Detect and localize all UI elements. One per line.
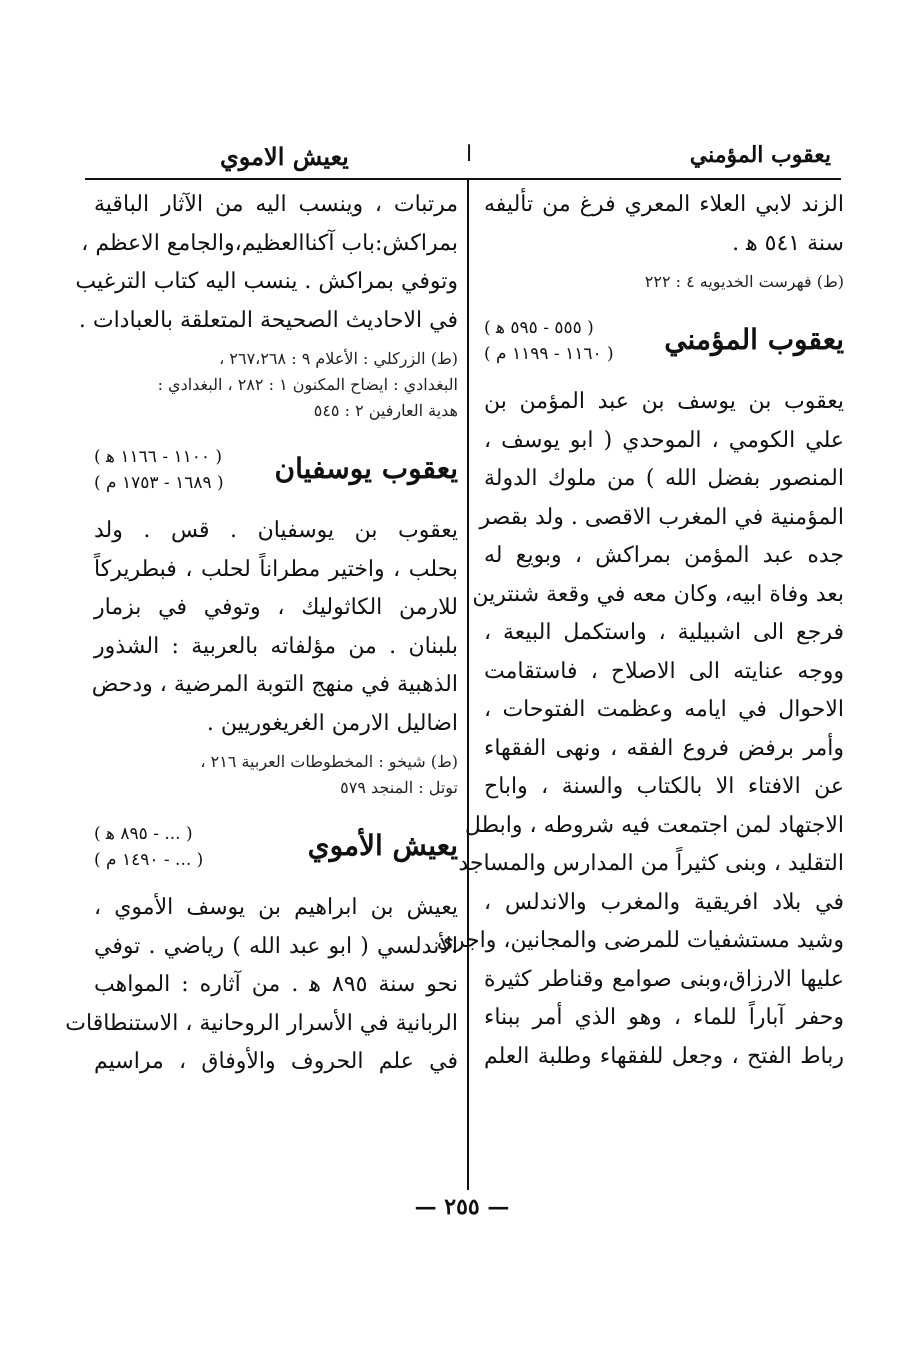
dates-hijri: ( ... - ٨٩٥ ﻫ ) xyxy=(94,824,193,844)
reference-line: توتل : المنجد ٥٧٩ xyxy=(340,778,458,797)
text-line: التقليد ، وبنى كثيراً من المدارس والمساجد xyxy=(458,851,844,876)
dates-hijri: ( ١١٠٠ - ١١٦٦ ﻫ ) xyxy=(94,447,223,467)
reference-line: (ط) شيخو : المخطوطات العربية ٢١٦ ، xyxy=(200,752,458,771)
text-line: للارمن الكاثوليك ، وتوفي في بزمار xyxy=(94,595,458,620)
dates-hijri: ( ٥٥٥ - ٥٩٥ ﻫ ) xyxy=(484,318,594,338)
dates-gregorian: ( ١٦٨٩ - ١٧٥٣ م ) xyxy=(94,473,224,493)
dates-gregorian: ( ... - ١٤٩٠ م ) xyxy=(94,850,204,870)
text-line: جده عبد المؤمن بمراكش ، وبويع له xyxy=(484,543,844,568)
text-line: نحو سنة ٨٩٥ ﻫ . من آثاره : المواهب xyxy=(94,972,458,997)
text-line: الزند لابي العلاء المعري فرغ من تأليفه xyxy=(484,192,844,217)
reference-line: (ط) الزركلي : الأعلام ٩ : ٢٦٧،٢٦٨ ، xyxy=(219,349,458,368)
column-divider xyxy=(467,180,469,1190)
entry-dates xyxy=(94,444,224,496)
dates-gregorian: ( ١١٦٠ - ١١٩٩ م ) xyxy=(484,344,614,364)
text-line: الأندلسي ( ابو عبد الله ) رياضي . توفي xyxy=(94,933,458,959)
text-line: في علم الحروف والأوفاق ، مراسيم xyxy=(94,1049,458,1074)
entry-dates xyxy=(94,821,203,873)
entry-heading xyxy=(484,315,844,373)
text-line: يعقوب بن يوسفيان . قس . ولد xyxy=(94,518,458,543)
reference-line: البغدادي : ايضاح المكنون ١ : ٢٨٢ ، البغدادي : xyxy=(157,375,458,394)
entry-name: يعقوب المؤمني xyxy=(664,323,844,356)
text-line: بمراكش:باب آكناالعظيم،والجامع الاعظم ، xyxy=(81,230,458,256)
header-separator: ا xyxy=(466,142,473,167)
entry-dates xyxy=(484,315,614,367)
entry-heading xyxy=(94,821,458,879)
text-line: الذهبية في منهج التوبة المرضية ، ودحض xyxy=(91,672,458,697)
page-number: — ٢٥٥ — xyxy=(414,1194,510,1220)
entry-name: يعيش الأموي xyxy=(307,829,458,862)
text-line: في الاحاديث الصحيحة المتعلقة بالعبادات . xyxy=(78,307,458,333)
text-line: وحفر آباراً للماء ، وهو الذي أمر ببناء xyxy=(484,1005,844,1030)
text-line: يعيش بن ابراهيم بن يوسف الأموي ، xyxy=(94,895,458,920)
page-header xyxy=(85,138,841,180)
text-line: المنصور بفضل الله ) من ملوك الدولة xyxy=(484,466,844,491)
text-line: الاجتهاد لمن اجتمعت فيه شروطه ، وابطل xyxy=(464,812,844,838)
text-line: رباط الفتح ، وجعل للفقهاء وطلبة العلم xyxy=(484,1043,844,1069)
text-line: الربانية في الأسرار الروحانية ، الاستنطاقات xyxy=(65,1010,458,1036)
left-column xyxy=(65,186,458,1082)
text-line: وتوفي بمراكش . ينسب اليه كتاب الترغيب xyxy=(75,269,458,294)
text-line: ووجه عنايته الى الاصلاح ، فاستقامت xyxy=(484,658,844,684)
text-line: بلبنان . من مؤلفاته بالعربية : الشذور xyxy=(94,633,458,659)
text-line: فرجع الى اشبيلية ، واستكمل البيعة ، xyxy=(484,620,844,645)
text-line: بحلب ، واختير مطراناً لحلب ، فبطريركاً xyxy=(94,556,458,582)
text-line: يعقوب بن يوسف بن عبد المؤمن بن xyxy=(484,389,844,414)
text-line: بعد وفاة ابيه، وكان معه في وقعة شنترين xyxy=(472,581,844,607)
text-line: عن الافتاء الا بالكتاب والسنة ، واباح xyxy=(484,774,844,799)
text-line: في بلاد افريقية والمغرب والاندلس ، xyxy=(484,889,844,915)
header-right-title: يعقوب المؤمني xyxy=(689,142,831,168)
text-line: سنة ٥٤١ ﻫ . xyxy=(732,230,844,256)
text-line: مرتبات ، وينسب اليه من الآثار الباقية xyxy=(94,192,458,217)
entry-name: يعقوب يوسفيان xyxy=(274,452,458,485)
text-line: الاحوال في ايامه وعظمت الفتوحات ، xyxy=(484,697,844,722)
reference-line: هدية العارفين ٢ : ٥٤٥ xyxy=(313,401,458,420)
text-line: وأمر برفض فروع الفقه ، ونهى الفقهاء xyxy=(484,735,844,761)
text-line: المؤمنية في المغرب الاقصى . ولد بقصر xyxy=(479,504,844,530)
text-line: وشيد مستشفيات للمرضى والمجانين، واجرى xyxy=(436,928,844,953)
header-left-title: يعيش الاموي xyxy=(220,142,349,171)
entry-heading xyxy=(94,444,458,502)
reference-line: (ط) فهرست الخديويه ٤ : ٢٢٢ xyxy=(644,272,844,291)
text-line: علي الكومي ، الموحدي ( ابو يوسف ، xyxy=(484,427,844,453)
right-column xyxy=(436,186,844,1076)
text-line: عليها الارزاق،وبنى صوامع وقناطر كثيرة xyxy=(484,966,844,992)
text-line: اضاليل الارمن الغريغوريين . xyxy=(206,710,458,736)
